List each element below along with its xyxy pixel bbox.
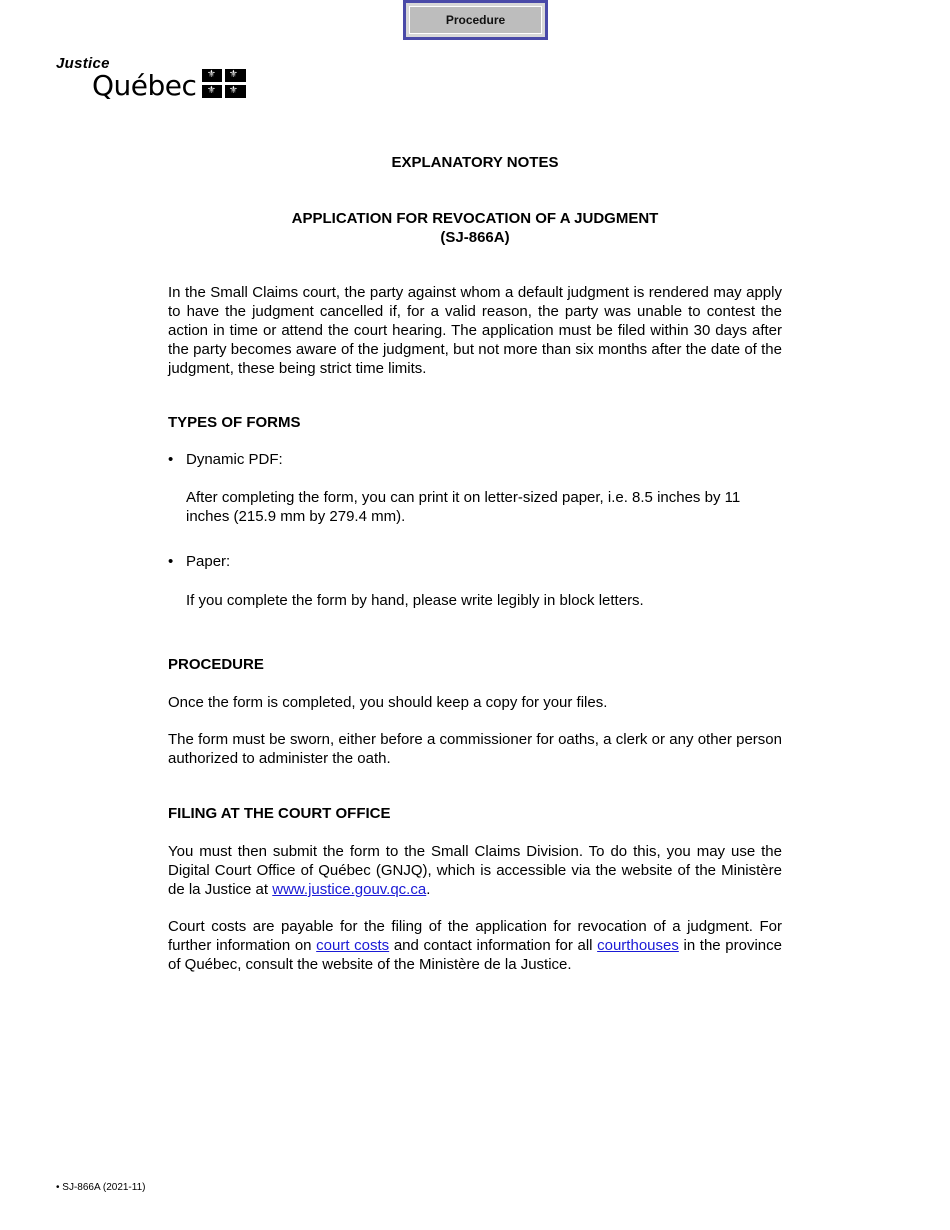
justice-quebec-logo	[56, 55, 256, 105]
bullet-paper: • Paper:	[168, 553, 231, 570]
logo-quebec-text: Québec	[92, 69, 197, 102]
filing-p2-text-a: Court costs are payable for the filing of the application for revocation of a judgment. For further information on	[168, 918, 782, 954]
filing-heading: FILING AT THE COURT OFFICE	[168, 805, 391, 822]
procedure-button-label[interactable]: Procedure	[409, 6, 542, 34]
bullet-label: Paper:	[186, 553, 231, 570]
procedure-paragraph-1: Once the form is completed, you should keep a copy for your files.	[168, 694, 608, 711]
procedure-button[interactable]	[403, 0, 548, 40]
explanatory-notes-title: EXPLANATORY NOTES	[391, 154, 559, 171]
filing-p1-text: You must then submit the form to the Small Claims Division. To do this, you may use the Digital Court Office of Québec (GNJQ), which is accessible via the website of the Ministère de la Justice at	[168, 843, 782, 898]
dynamic-pdf-text: After completing the form, you can print it on letter-sized paper, i.e. 8.5 inches by 11 inches (215.9 mm by 279.4 mm).	[186, 489, 741, 525]
bullet-label: Dynamic PDF:	[186, 451, 283, 468]
procedure-paragraph-2: The form must be sworn, either before a commissioner for oaths, a clerk or any other person authorized to administer the oath.	[168, 731, 782, 767]
form-code-title: (SJ-866A)	[440, 229, 510, 246]
filing-p2-text-c: in the province of Québec, consult the website of the Ministère de la Justice.	[168, 937, 782, 973]
footer-form-code: • SJ-866A (2021-11)	[56, 1182, 146, 1193]
justice-website-link[interactable]: www.justice.gouv.qc.ca	[272, 881, 427, 898]
application-title: APPLICATION FOR REVOCATION OF A JUDGMENT	[291, 210, 659, 227]
fleur-de-lis-icon: ⚜ ⚜ ⚜ ⚜	[202, 69, 246, 98]
courthouses-link[interactable]: courthouses	[597, 937, 679, 954]
types-of-forms-heading: TYPES OF FORMS	[168, 414, 301, 431]
bullet-dynamic-pdf: • Dynamic PDF:	[168, 451, 283, 468]
procedure-heading: PROCEDURE	[168, 656, 264, 673]
filing-p2-text-b: and contact information for all	[389, 937, 598, 954]
paper-text: If you complete the form by hand, please write legibly in block letters.	[186, 592, 644, 609]
intro-paragraph: In the Small Claims court, the party against whom a default judgment is rendered may apply to have the judgment cancelled if, for a valid reason, the party was unable to contest the action in time or attend the court hearing. The application must be filed within 30 days after the party becomes aware of the judgment, but not more than six months after the date of the judgment, these being strict time limits.	[168, 284, 782, 377]
filing-paragraph-1	[168, 842, 782, 899]
filing-p1-end: .	[426, 881, 431, 898]
filing-paragraph-2	[168, 917, 782, 974]
logo-justice-text: Justice	[56, 55, 110, 72]
court-costs-link[interactable]: court costs	[316, 937, 390, 954]
